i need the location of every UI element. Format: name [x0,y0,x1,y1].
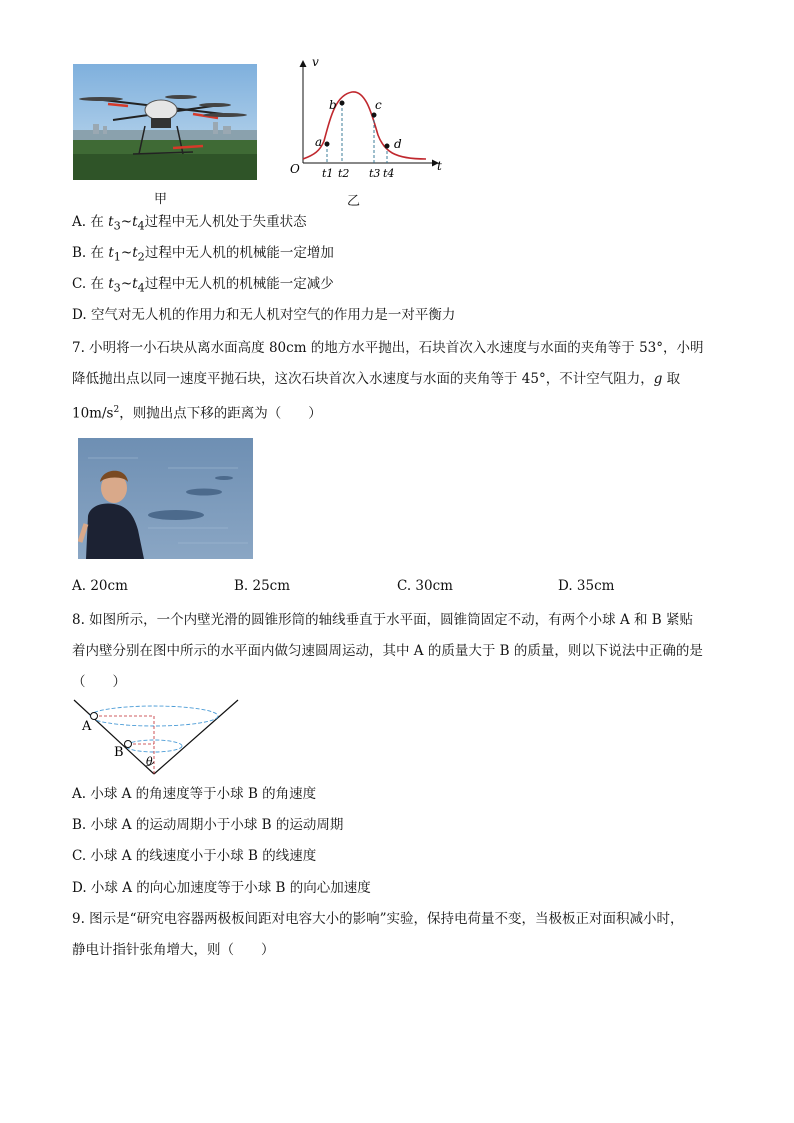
q7-option-b: B. 25cm [234,578,291,594]
label-ball-a: A [82,719,92,734]
q8-line-2: 着内壁分别在图中所示的水平面内做匀速圆周运动，其中 A 的质量大于 B 的质量，则以下说法中正确的是 [72,643,703,659]
q6-option-a: A. 在 $t_3\sim t_4$过程中无人机处于失重状态 [72,214,307,233]
q8-option-d: D. 小球 A 的向心加速度等于小球 B 的向心加速度 [72,880,371,896]
label-d: d [394,137,402,151]
label-ball-b: B [114,745,124,760]
point-a [325,142,330,147]
q9-line-1: 9. 图示是“研究电容器两极板间距对电容大小的影响”实验，保持电荷量不变，当极板正对面积减小时， [72,911,684,927]
origin-label: O [290,162,300,176]
ball-a [91,713,98,720]
q6-option-c: C. 在 $t_3\sim t_4$过程中无人机的机械能一定减少 [72,276,334,295]
point-b [340,101,345,106]
q7-line-3: $10m/s^2$，则抛出点下移的距离为（ ） [72,405,322,422]
q6-option-b: B. 在 $t_1\sim t_2$过程中无人机的机械能一定增加 [72,245,334,264]
q8-line-3: （ ） [72,674,126,690]
q8-line-1: 8. 如图所示，一个内壁光滑的圆锥形筒的轴线垂直于水平面，圆锥筒固定不动，有两个小球 A 和 B 紧贴 [72,612,694,628]
tick-t3: t3 [369,167,381,180]
ball-b [125,741,132,748]
label-c: c [375,98,382,112]
q8-option-b: B. 小球 A 的运动周期小于小球 B 的运动周期 [72,817,344,833]
velocity-time-graph [286,55,446,185]
point-d [385,144,390,149]
point-c [372,113,377,118]
tick-t4: t4 [383,167,395,180]
q8-option-c: C. 小球 A 的线速度小于小球 B 的线速度 [72,848,317,864]
cone-diagram [72,698,242,778]
tick-t1: t1 [322,167,334,180]
q7-option-a: A. 20cm [72,578,128,594]
axis-label-t: t [437,159,442,173]
figure-caption-yi: 乙 [347,194,361,209]
q8-option-a: A. 小球 A 的角速度等于小球 B 的角速度 [72,786,317,802]
q7-line-2: 降低抛出点以同一速度平抛石块，这次石块首次入水速度与水面的夹角等于 45°，不计空气阻力，g 取 [72,371,681,387]
q7-line-1: 7. 小明将一小石块从离水面高度 80cm 的地方水平抛出，石块首次入水速度与水面的夹角等于 53°，小明 [72,340,704,356]
angle-theta: θ [146,755,153,768]
q9-line-2: 静电计指针张角增大，则（ ） [72,942,275,958]
cone-right-wall [154,700,238,774]
figure-caption-jia: 甲 [154,192,168,207]
boy-skipping-stone-photo [78,438,253,559]
label-b: b [329,98,337,112]
cone-left-wall [74,700,154,774]
tick-t2: t2 [338,167,350,180]
q7-option-c: C. 30cm [397,578,453,594]
q7-option-d: D. 35cm [558,578,615,594]
drone-photo [73,64,257,180]
q6-option-d: D. 空气对无人机的作用力和无人机对空气的作用力是一对平衡力 [72,307,456,323]
label-a: a [315,135,323,149]
axis-label-v: v [312,55,319,69]
